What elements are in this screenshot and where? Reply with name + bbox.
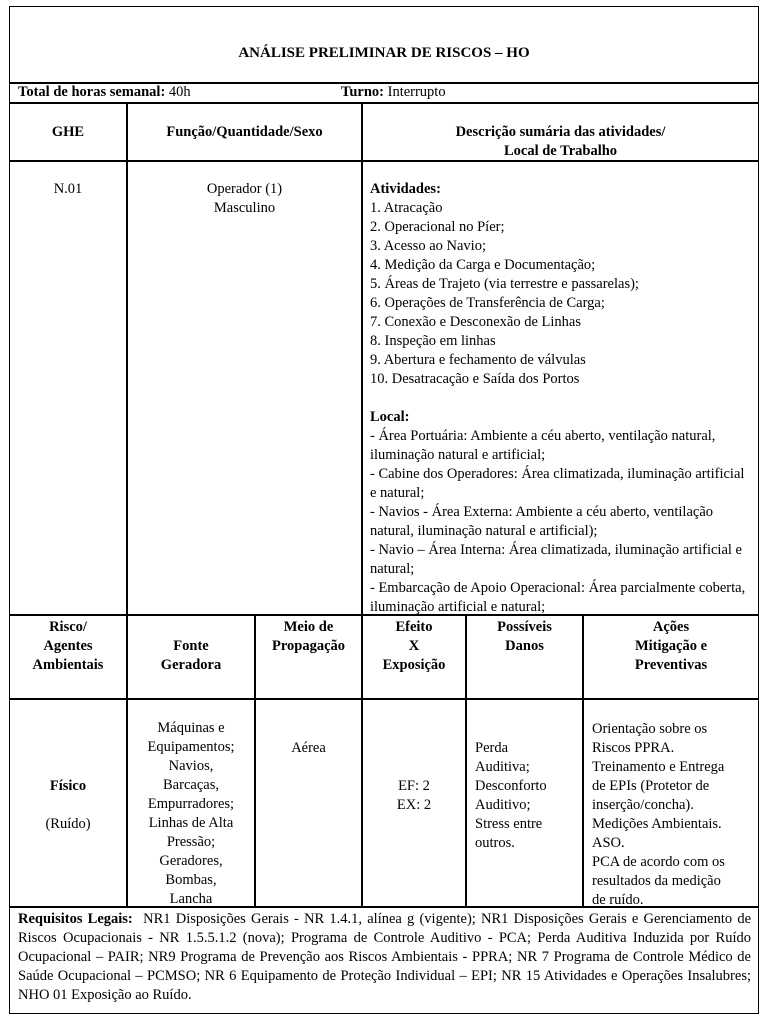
- local-item: - Navio – Área Interna: Área climatizada, iluminação artificial e natural;: [370, 542, 742, 577]
- total-hours-value: 40h: [168, 84, 191, 100]
- danos-value: Perda Auditiva; Desconforto Auditivo; Stress entre outros.: [475, 740, 547, 851]
- col-header-risco: Risco/ Agentes Ambientais: [32, 619, 104, 673]
- atividade-item: 8. Inspeção em linhas: [370, 333, 496, 349]
- acoes-value: Orientação sobre os Riscos PPRA. Treinamento e Entrega de EPIs (Protetor de inserção/concha). Medições Ambientais. ASO. PCA de acordo com os resultados da medição de ruído.: [592, 721, 725, 908]
- ghe-value: N.01: [53, 181, 83, 197]
- atividade-item: 9. Abertura e fechamento de válvulas: [370, 352, 586, 368]
- col-header-acoes: Ações Mitigação e Preventivas: [634, 619, 708, 673]
- requisitos-legais: [18, 910, 751, 1005]
- atividade-item: 2. Operacional no Píer;: [370, 219, 505, 235]
- local-item: - Embarcação de Apoio Operacional: Área parcialmente coberta, iluminação artificial e natural;: [370, 580, 746, 615]
- divider: [9, 698, 759, 700]
- local-item: - Cabine dos Operadores: Área climatizada, iluminação artificial e natural;: [370, 466, 745, 501]
- local-item: - Área Portuária: Ambiente a céu aberto, ventilação natural, iluminação natural e artificial;: [370, 428, 716, 463]
- fonte-value: Máquinas e Equipamentos; Navios, Barcaças, Empurradores; Linhas de Alta Pressão; Geradores, Bombas, Lancha: [147, 720, 235, 907]
- efeito-value: EF: 2 EX: 2: [396, 778, 432, 813]
- shift-value: Interrupto: [387, 84, 446, 100]
- col-header-danos: Possíveis Danos: [497, 619, 552, 654]
- atividade-item: 7. Conexão e Desconexão de Linhas: [370, 314, 581, 330]
- divider: [9, 102, 759, 104]
- atividade-item: 4. Medição da Carga e Documentação;: [370, 257, 596, 273]
- shift: [341, 83, 641, 102]
- col-header-ghe: GHE: [51, 124, 85, 140]
- atividade-item: 10. Desatracação e Saída dos Portos: [370, 371, 580, 387]
- col-header-fonte: Fonte Geradora: [160, 638, 222, 673]
- shift-label: Turno:: [341, 84, 384, 100]
- atividade-item: 5. Áreas de Trajeto (via terrestre e passarelas);: [370, 276, 639, 292]
- risco-tipo: Físico: [49, 778, 87, 794]
- requisitos-label: Requisitos Legais:: [18, 911, 133, 927]
- col-header-funcao: Função/Quantidade/Sexo: [166, 124, 323, 140]
- local-label: Local:: [370, 409, 410, 425]
- total-hours-label: Total de horas semanal:: [18, 84, 166, 100]
- total-hours: [18, 83, 338, 102]
- col-header-descricao: Descrição sumária das atividades/ Local de Trabalho: [455, 124, 666, 159]
- divider: [361, 102, 363, 614]
- atividade-item: 3. Acesso ao Navio;: [370, 238, 486, 254]
- col-header-efeito: Efeito X Exposição: [382, 619, 446, 673]
- meio-value: Aérea: [291, 740, 326, 756]
- requisitos-text: NR1 Disposições Gerais - NR 1.4.1, alínea g (vigente); NR1 Disposições Gerais e Gerenciamento de Riscos Ocupacionais - NR 1.5.5.1.2 (nova); Programa de Controle Auditivo - PCA; Perda Auditiva Induzida por Ruído Ocupacional – PAIR; NR9 Programa de Prevenção aos Riscos Ambientais - PPRA; NR 7 Programa de Controle Médico de Saúde Ocupacional – PCMSO; NR 6 Equipamento de Proteção Individual – EPI; NR 15 Atividades e Operações Insalubres; NHO 01 Exposição ao Ruído.: [18, 911, 751, 1003]
- divider: [126, 102, 128, 614]
- descricao-cell: [370, 180, 753, 617]
- atividade-item: 6. Operações de Transferência de Carga;: [370, 295, 605, 311]
- funcao-value: Operador (1) Masculino: [206, 181, 283, 216]
- page-title: ANÁLISE PRELIMINAR DE RISCOS – HO: [238, 45, 530, 61]
- risco-agente: (Ruído): [45, 816, 91, 832]
- atividades-label: Atividades:: [370, 181, 441, 197]
- atividade-item: 1. Atracação: [370, 200, 443, 216]
- local-item: - Navios - Área Externa: Ambiente a céu aberto, ventilação natural, iluminação natural e artificial);: [370, 504, 714, 539]
- col-header-meio: Meio de Propagação: [271, 619, 346, 654]
